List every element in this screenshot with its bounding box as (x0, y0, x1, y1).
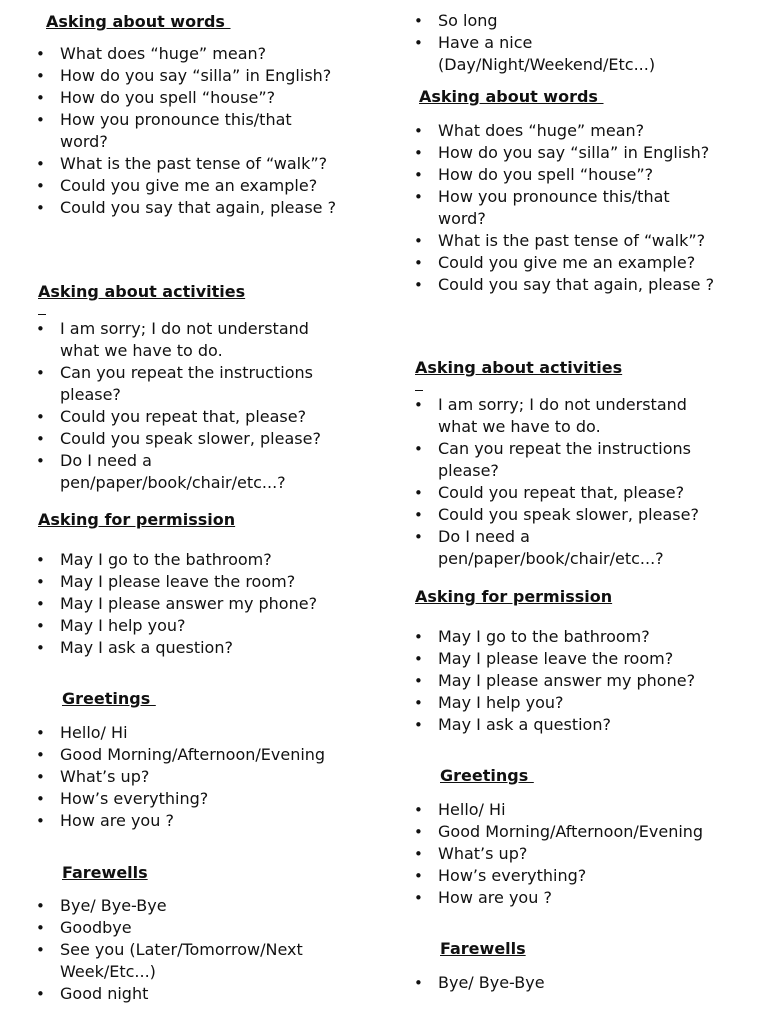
list-item: • May I please answer my phone? (30, 593, 340, 615)
section-heading: Greetings (62, 689, 156, 708)
section-heading: Asking about activities (415, 358, 623, 377)
list-item: • May I go to the bathroom? (30, 549, 340, 571)
list-item: • Could you speak slower, please? (408, 504, 718, 526)
list-item: • May I please answer my phone? (408, 670, 718, 692)
stray-underscore (38, 314, 46, 315)
section-heading: Farewells (440, 939, 526, 958)
list-item: • Have a nice (Day/Night/Weekend/Etc...) (408, 32, 718, 76)
bullet-list (408, 394, 718, 570)
list-item: • Could you give me an example? (408, 252, 718, 274)
section-heading: Asking for permission (38, 510, 236, 529)
list-item: • May I please leave the room? (408, 648, 718, 670)
list-item: • Good Morning/Afternoon/Evening (30, 744, 340, 766)
list-item: • So long (408, 10, 718, 32)
section-heading: Asking about words (419, 87, 604, 106)
stray-underscore (415, 390, 423, 391)
bullet-list (30, 549, 340, 659)
bullet-list (408, 10, 718, 76)
list-item: • I am sorry; I do not understand what we have to do. (408, 394, 718, 438)
section-heading: Asking about words (46, 12, 231, 31)
list-item: • May I ask a question? (30, 637, 340, 659)
list-item: • Could you repeat that, please? (30, 406, 340, 428)
section-heading: Asking about activities (38, 282, 246, 301)
bullet-list (408, 626, 718, 736)
list-item: • Goodbye (30, 917, 340, 939)
list-item: • May I help you? (30, 615, 340, 637)
list-item: • Hello/ Hi (30, 722, 340, 744)
bullet-list (408, 972, 718, 994)
list-item: • May I ask a question? (408, 714, 718, 736)
list-item: • May I go to the bathroom? (408, 626, 718, 648)
list-item: • Could you give me an example? (30, 175, 340, 197)
list-item: • Bye/ Bye-Bye (408, 972, 718, 994)
list-item: • Can you repeat the instructions please? (30, 362, 340, 406)
list-item: • How are you ? (30, 810, 340, 832)
bullet-list (408, 120, 718, 296)
list-item: • Hello/ Hi (408, 799, 718, 821)
list-item: • Can you repeat the instructions please? (408, 438, 718, 482)
list-item: • What is the past tense of “walk”? (408, 230, 718, 252)
list-item: • May I help you? (408, 692, 718, 714)
list-item: • What’s up? (30, 766, 340, 788)
section-heading: Asking for permission (415, 587, 613, 606)
list-item: • How you pronounce this/that word? (30, 109, 340, 153)
list-item: • Could you say that again, please ? (408, 274, 718, 296)
list-item: • What is the past tense of “walk”? (30, 153, 340, 175)
section-heading: Farewells (62, 863, 148, 882)
list-item: • I am sorry; I do not understand what we have to do. (30, 318, 340, 362)
list-item: • How are you ? (408, 887, 718, 909)
list-item: • May I please leave the room? (30, 571, 340, 593)
bullet-list (408, 799, 718, 909)
section-heading: Greetings (440, 766, 534, 785)
list-item: • Do I need a pen/paper/book/chair/etc...? (408, 526, 718, 570)
bullet-list (30, 722, 340, 832)
bullet-list (30, 318, 340, 494)
bullet-list (30, 895, 340, 1005)
list-item: • Good Morning/Afternoon/Evening (408, 821, 718, 843)
list-item: • How do you say “silla” in English? (408, 142, 718, 164)
list-item: • See you (Later/Tomorrow/Next Week/Etc...) (30, 939, 340, 983)
list-item: • Could you repeat that, please? (408, 482, 718, 504)
list-item: • Could you speak slower, please? (30, 428, 340, 450)
list-item: • What does “huge” mean? (30, 43, 340, 65)
list-item: • How’s everything? (30, 788, 340, 810)
bullet-list (30, 43, 340, 219)
list-item: • What does “huge” mean? (408, 120, 718, 142)
list-item: • Could you say that again, please ? (30, 197, 340, 219)
list-item: • How do you spell “house”? (408, 164, 718, 186)
list-item: • How you pronounce this/that word? (408, 186, 718, 230)
list-item: • How’s everything? (408, 865, 718, 887)
list-item: • How do you spell “house”? (30, 87, 340, 109)
list-item: • What’s up? (408, 843, 718, 865)
list-item: • How do you say “silla” in English? (30, 65, 340, 87)
list-item: • Do I need a pen/paper/book/chair/etc...? (30, 450, 340, 494)
list-item: • Bye/ Bye-Bye (30, 895, 340, 917)
list-item: • Good night (30, 983, 340, 1005)
